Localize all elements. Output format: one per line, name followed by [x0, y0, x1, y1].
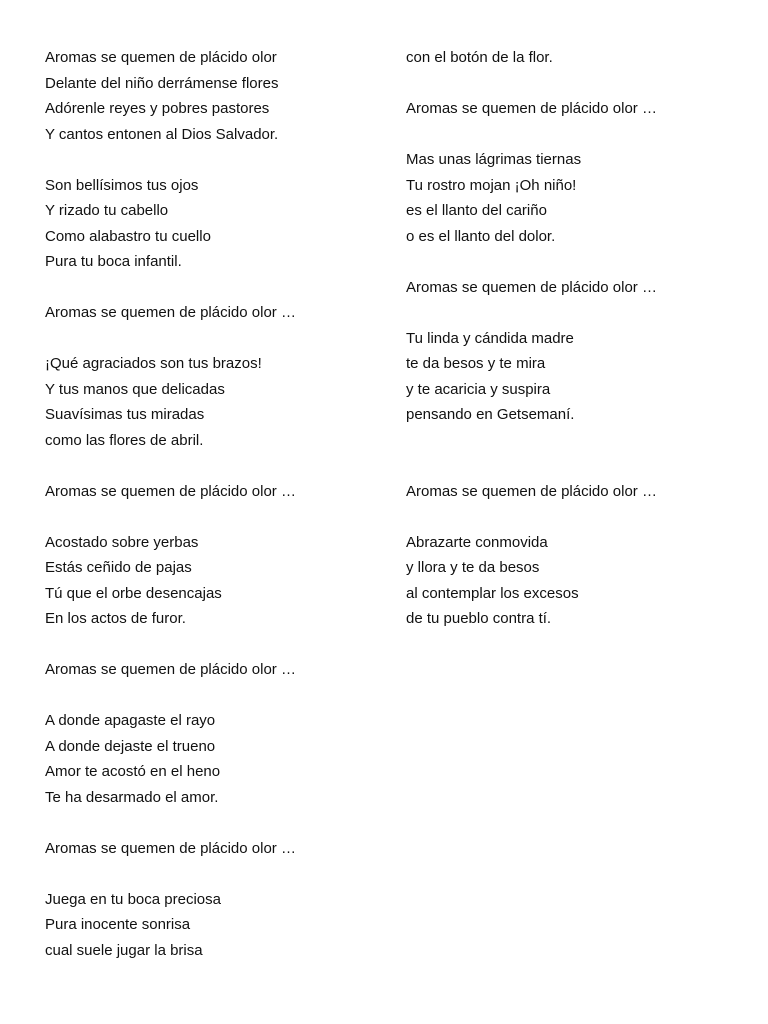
- stanza: [406, 479, 746, 505]
- stanza: [45, 479, 385, 505]
- stanza-gap: [406, 122, 746, 148]
- verse-line: Y rizado tu cabello: [45, 202, 169, 219]
- stanza-gap: [406, 504, 746, 530]
- stanza: [45, 300, 385, 326]
- stanza: [45, 657, 385, 683]
- stanza-gap: [45, 275, 385, 301]
- verse-line: Estás ceñido de pajas: [45, 559, 192, 576]
- verse-line: Aromas se quemen de plácido olor: [45, 49, 277, 66]
- right-column: [406, 45, 746, 632]
- verse-line: Tú que el orbe desencajas: [45, 584, 222, 602]
- verse-line: Amor te acostó en el heno: [45, 763, 221, 780]
- verse-line: Aromas se quemen de plácido olor …: [406, 482, 657, 500]
- stanza: [45, 45, 385, 147]
- stanza: [406, 96, 746, 122]
- verse-line: o es el llanto del dolor.: [406, 227, 556, 245]
- stanza: [406, 147, 746, 249]
- stanza-gap: [406, 453, 746, 479]
- stanza-gap: [45, 147, 385, 173]
- verse-line: Aromas se quemen de plácido olor …: [45, 661, 296, 678]
- left-column: [45, 45, 385, 963]
- verse-line: y llora y te da besos: [406, 559, 540, 576]
- verse-line: En los actos de furor.: [45, 610, 186, 627]
- verse-line: Te ha desarmado el amor.: [45, 788, 219, 806]
- verse-line: Como alabastro tu cuello: [45, 227, 211, 245]
- stanza-gap: [45, 326, 385, 352]
- stanza-gap: [406, 428, 746, 454]
- stanza: [406, 530, 746, 632]
- stanza: [45, 173, 385, 275]
- stanza: [406, 45, 746, 71]
- verse-line: al contemplar los excesos: [406, 584, 579, 602]
- stanza: [406, 326, 746, 428]
- verse-line: Y tus manos que delicadas: [45, 380, 225, 398]
- stanza: [45, 887, 385, 964]
- stanza: [45, 708, 385, 810]
- verse-line: Juega en tu boca preciosa: [45, 890, 221, 908]
- stanza: [45, 836, 385, 862]
- stanza: [45, 351, 385, 453]
- verse-line: Aromas se quemen de plácido olor …: [406, 278, 657, 296]
- verse-line: Aromas se quemen de plácido olor …: [45, 304, 296, 321]
- verse-line: Pura tu boca infantil.: [45, 253, 182, 270]
- verse-line: Y cantos entonen al Dios Salvador.: [45, 125, 279, 143]
- verse-line: Tu linda y cándida madre: [406, 329, 574, 347]
- stanza-gap: [406, 300, 746, 326]
- verse-line: Abrazarte conmovida: [406, 533, 548, 551]
- stanza-gap: [45, 453, 385, 479]
- verse-line: Aromas se quemen de plácido olor …: [45, 839, 296, 857]
- verse-line: Son bellísimos tus ojos: [45, 176, 199, 194]
- verse-line: te da besos y te mira: [406, 355, 546, 372]
- stanza-gap: [406, 71, 746, 97]
- verse-line: A donde dejaste el trueno: [45, 737, 216, 755]
- stanza-gap: [45, 810, 385, 836]
- stanza: [406, 275, 746, 301]
- verse-line: A donde apagaste el rayo: [45, 712, 216, 729]
- verse-line: pensando en Getsemaní.: [406, 406, 575, 423]
- stanza-gap: [45, 861, 385, 887]
- verse-line: de tu pueblo contra tí.: [406, 610, 552, 627]
- stanza-gap: [45, 683, 385, 709]
- verse-line: es el llanto del cariño: [406, 202, 547, 219]
- stanza: [45, 530, 385, 632]
- verse-line: Aromas se quemen de plácido olor …: [406, 100, 657, 117]
- verse-line: con el botón de la flor.: [406, 49, 553, 66]
- verse-line: Mas unas lágrimas tiernas: [406, 151, 582, 168]
- verse-line: Pura inocente sonrisa: [45, 916, 191, 933]
- stanza-gap: [406, 249, 746, 275]
- verse-line: ¡Qué agraciados son tus brazos!: [45, 355, 262, 372]
- verse-line: y te acaricia y suspira: [406, 380, 551, 398]
- verse-line: como las flores de abril.: [45, 431, 204, 449]
- verse-line: Acostado sobre yerbas: [45, 533, 199, 551]
- verse-line: Delante del niño derrámense flores: [45, 74, 279, 92]
- verse-line: Suavísimas tus miradas: [45, 406, 205, 423]
- verse-line: Tu rostro mojan ¡Oh niño!: [406, 176, 577, 194]
- verse-line: Aromas se quemen de plácido olor …: [45, 482, 296, 500]
- verse-line: Adórenle reyes y pobres pastores: [45, 100, 270, 117]
- stanza-gap: [45, 504, 385, 530]
- verse-line: cual suele jugar la brisa: [45, 941, 203, 959]
- stanza-gap: [45, 632, 385, 658]
